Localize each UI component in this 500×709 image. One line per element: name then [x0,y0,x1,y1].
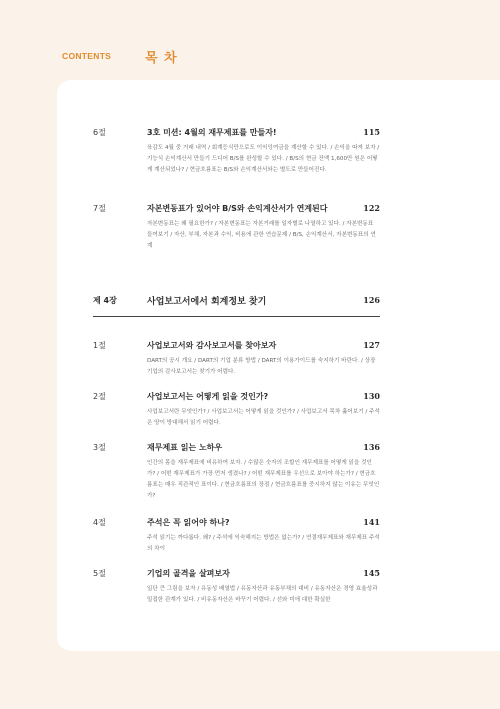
page-number: 127 [363,340,380,350]
section-description: 육감도 4월 중 거래 내역 / 회계등식만으로도 이익잉여금을 계산할 수 있다. / 손익을 따져 보자 / 기능식 손익계산서 만들기 드디어 B/S를 완성할 수 있다. / B/S의 현금 잔액 1,600만 원은 어떻게 계산되었나? / 현금흐름표는 B/S와 손익계산서와는 별도로 만들어진다. [147,145,380,173]
chapter-number: 제 4장 [93,296,117,305]
page-title: 목 차 [145,51,178,66]
section-title: 주석은 꼭 읽어야 하나? [147,518,230,527]
section-title: 사업보고서와 감사보고서를 찾아보자 [147,341,277,350]
section-title: 재무제표 읽는 노하우 [147,443,223,452]
section-title: 자본변동표가 있어야 B/S와 손익계산서가 연계된다 [147,204,328,213]
section-description: DART의 공시 개요 / DART의 기업 분류 방법 / DART의 이용가이드를 숙지하기 바란다. / 상장기업의 감사보고서는 찾기가 어렵다. [147,358,376,375]
page-number: 126 [363,295,380,305]
section-description: 일단 큰 그림을 보자 / 유동성 배열법 / 유동자산과 유동부채의 대비 / 유동자산은 경영 효율성과 밀접한 관계가 있다. / 비유동자산은 바꾸기 어렵다. / 선와 미에 대한 확실한 [147,586,378,603]
section-number: 7절 [93,204,106,213]
page-number: 141 [363,517,380,527]
section-description: 인간의 몸을 재무제표에 비유하여 보자. / 수많은 숫자의 조합인 재무제표를 어떻게 읽을 것인가? / 어떤 재무제표가 가장 먼저 생겼나? / 어떤 재무제표를 우선으로 보아야 하는가? / 현금흐름표는 매우 직관적인 표이다. / 현금흐름표의 장점 / 현금흐름표를 중시하지 않는 이유는 무엇인가? [147,460,380,499]
section-number: 4절 [93,518,106,527]
section-number: 1절 [93,341,106,350]
chapter-heading[interactable] [93,291,380,317]
section-number: 3절 [93,443,106,452]
contents-label: CONTENTS [62,51,112,61]
page-header [62,48,500,68]
section-title: 사업보고서는 어떻게 읽을 것인가? [147,392,269,401]
page-number: 115 [363,127,380,137]
section-number: 6절 [93,128,106,137]
section-description: 자본변동표는 왜 필요한가? / 자본변동표는 자본거래를 일자별로 나열하고 있다. / 자본변동표 들여보기 / 자산, 부채, 자본과 수익, 비용에 관한 연습문제 / B/S, 손익계산서, 자본변동표의 연계 [147,221,376,249]
section-description: 사업보고서란 무엇인가? / 사업보고서는 어떻게 읽을 것인가? / 사업보고서 목차 훑어보기 / 주석은 양이 방대해서 읽기 어렵다. [147,409,380,426]
section-title: 3호 미션: 4월의 재무제표를 만들자! [147,128,277,137]
section-title: 기업의 골격을 살펴보자 [147,569,230,578]
page-number: 136 [363,442,380,452]
section-number: 2절 [93,392,106,401]
page-number: 130 [363,391,380,401]
chapter-title: 사업보고서에서 회계정보 찾기 [147,297,267,307]
section-number: 5절 [93,569,106,578]
page-number: 122 [363,203,380,213]
section-description: 주석 읽기는 까다롭다. 왜? / 주석에 익숙해지는 방법은 없는가? / 연결재무제표와 재무제표 주석의 차이 [147,535,380,552]
page-number: 145 [363,568,380,578]
